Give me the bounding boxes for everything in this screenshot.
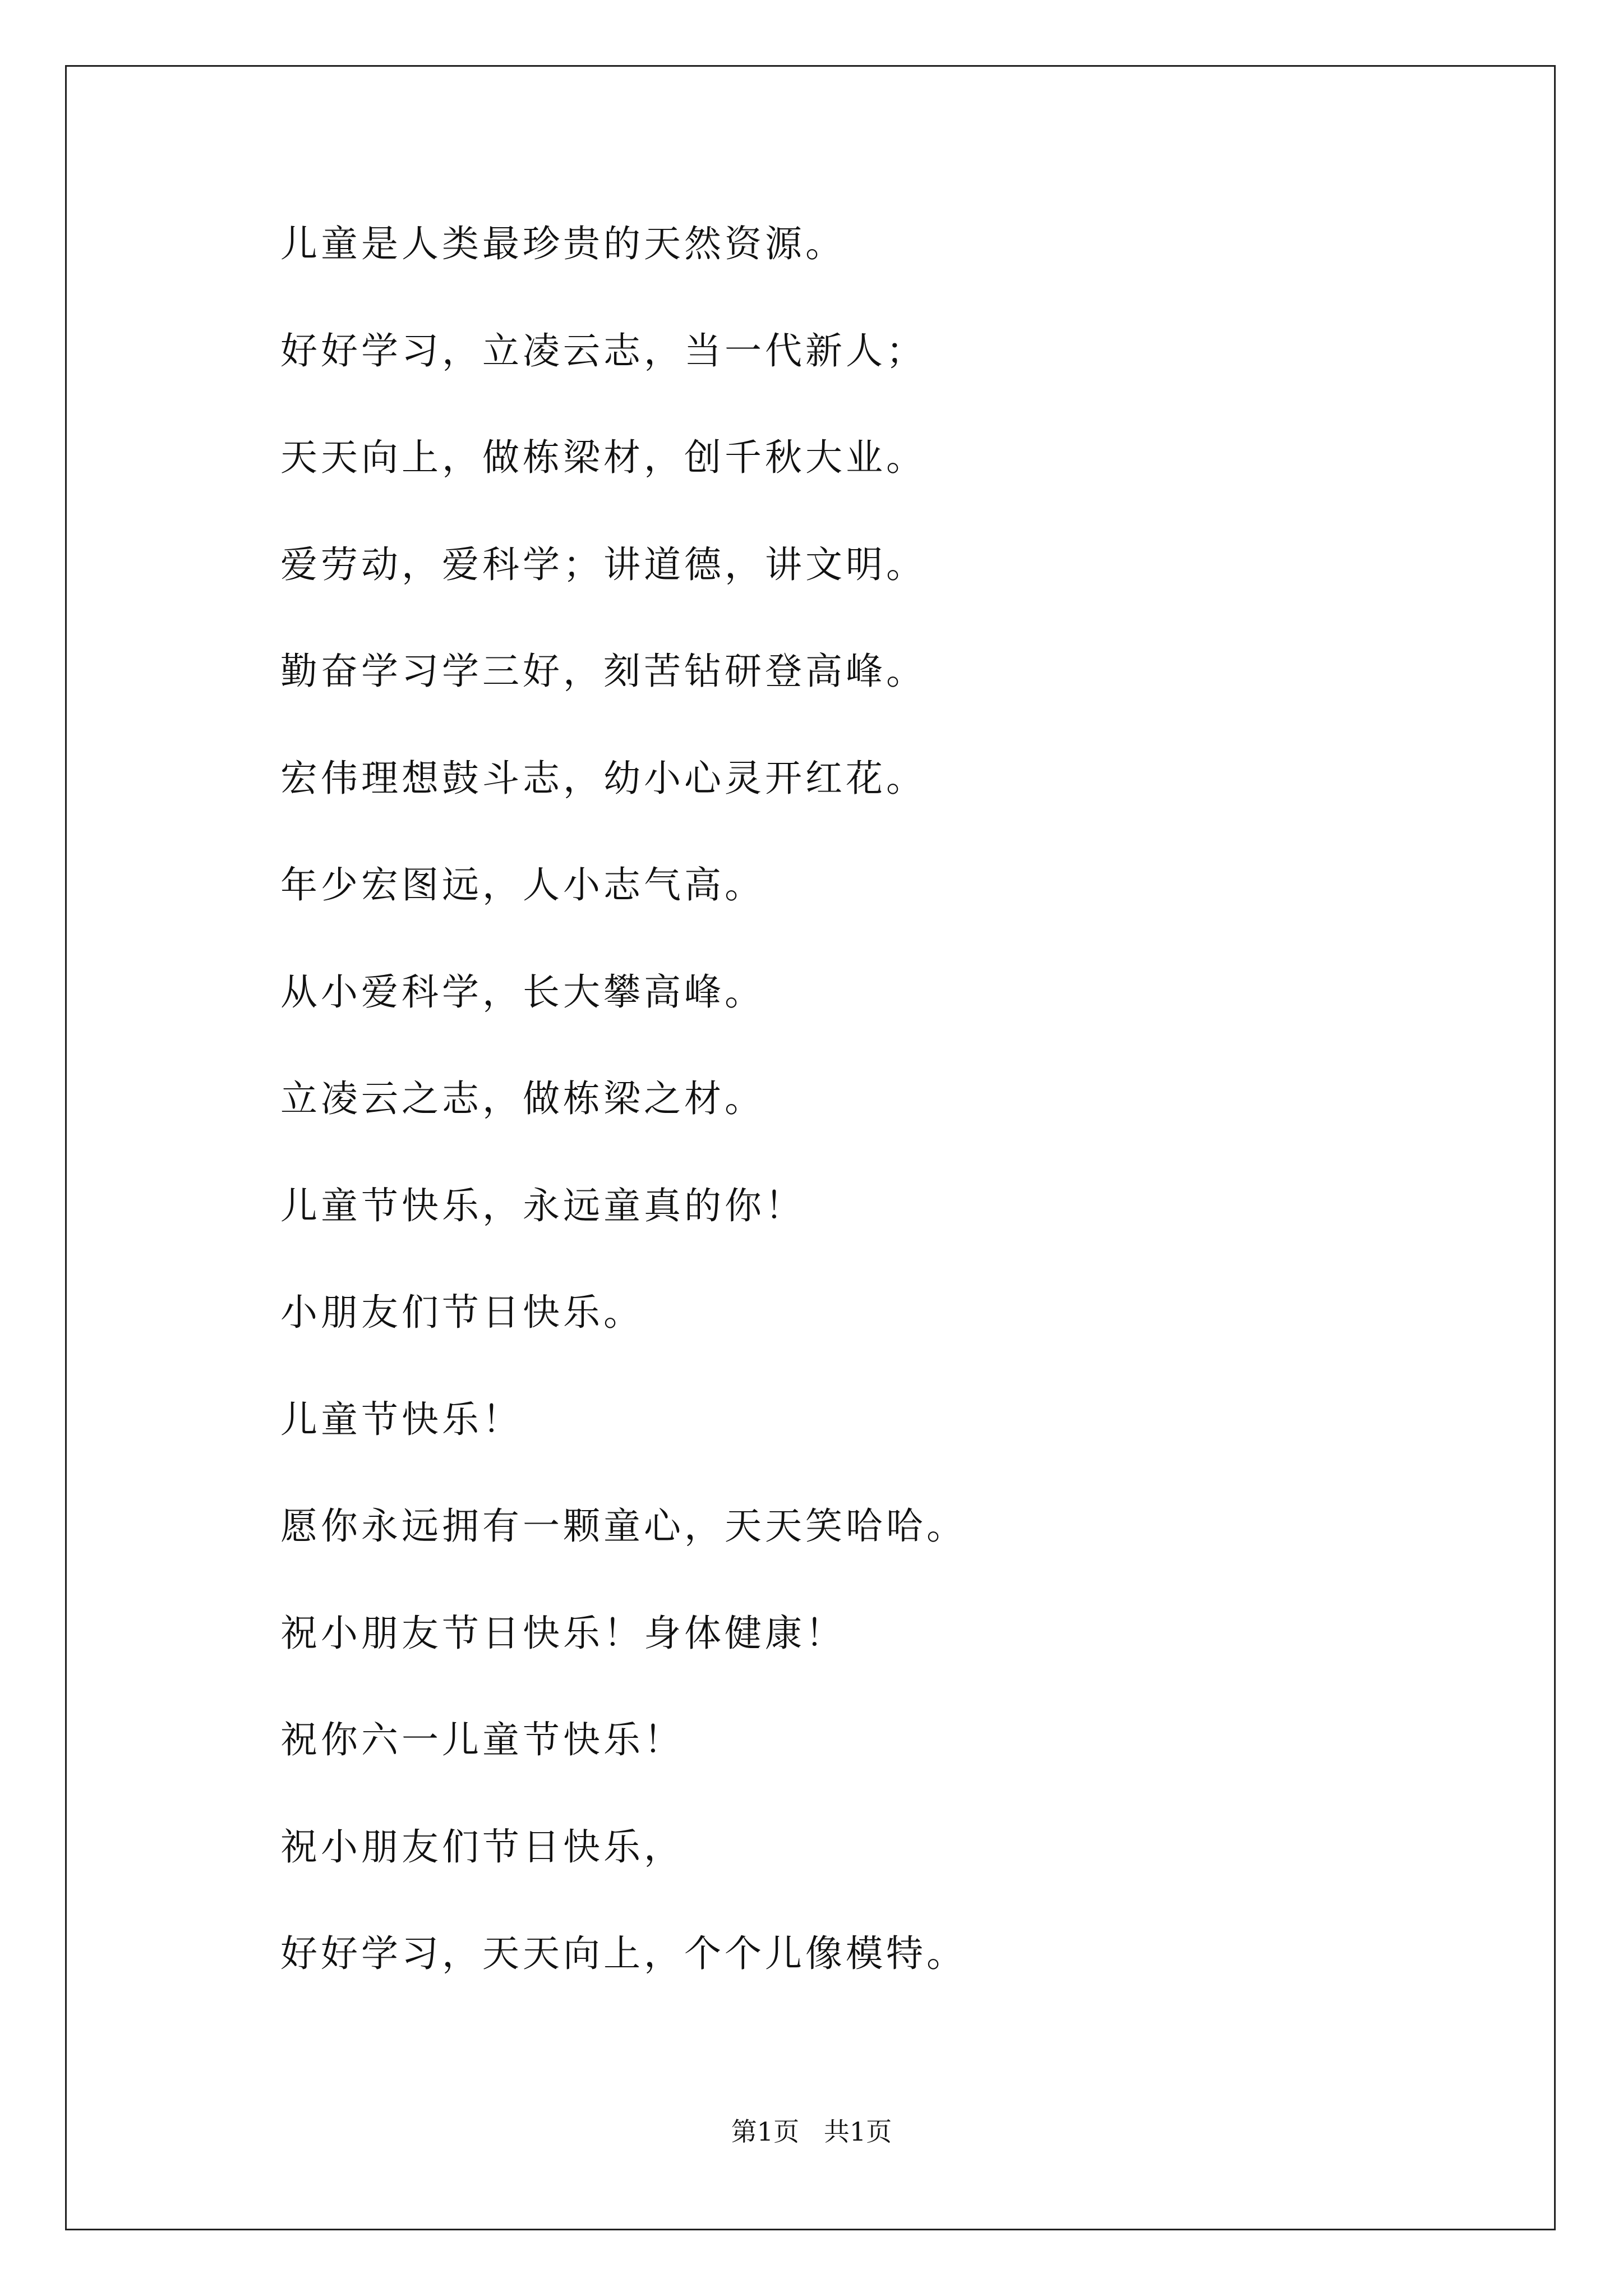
text-line-17: 好好学习，天天向上，个个儿像模特。 bbox=[280, 1932, 967, 1975]
text-line-1: 儿童是人类最珍贵的天然资源。 bbox=[280, 222, 846, 265]
text-line-9: 立凌云之志，做栋梁之材。 bbox=[280, 1077, 765, 1120]
text-line-15: 祝你六一儿童节快乐！ bbox=[280, 1718, 684, 1761]
document-body bbox=[280, 222, 1458, 2039]
text-line-16: 祝小朋友们节日快乐， bbox=[280, 1825, 684, 1869]
text-line-4: 爱劳动，爱科学；讲道德，讲文明。 bbox=[280, 542, 926, 586]
text-line-7: 年少宏图远，人小志气高。 bbox=[280, 863, 765, 907]
text-line-11: 小朋友们节日快乐。 bbox=[280, 1291, 644, 1334]
text-line-6: 宏伟理想鼓斗志，幼小心灵开红花。 bbox=[280, 756, 926, 800]
text-line-8: 从小爱科学，长大攀高峰。 bbox=[280, 970, 765, 1014]
text-line-14: 祝小朋友节日快乐！身体健康！ bbox=[280, 1611, 846, 1655]
text-line-10: 儿童节快乐，永远童真的你！ bbox=[280, 1184, 805, 1227]
text-line-12: 儿童节快乐！ bbox=[280, 1397, 523, 1441]
page-number-footer: 第1页 共1页 bbox=[731, 2116, 892, 2147]
text-line-5: 勤奋学习学三好，刻苦钻研登高峰。 bbox=[280, 650, 926, 693]
text-line-2: 好好学习，立凌云志，当一代新人； bbox=[280, 329, 926, 372]
text-line-3: 天天向上，做栋梁材，创千秋大业。 bbox=[280, 436, 926, 479]
text-line-13: 愿你永远拥有一颗童心，天天笑哈哈。 bbox=[280, 1504, 967, 1548]
